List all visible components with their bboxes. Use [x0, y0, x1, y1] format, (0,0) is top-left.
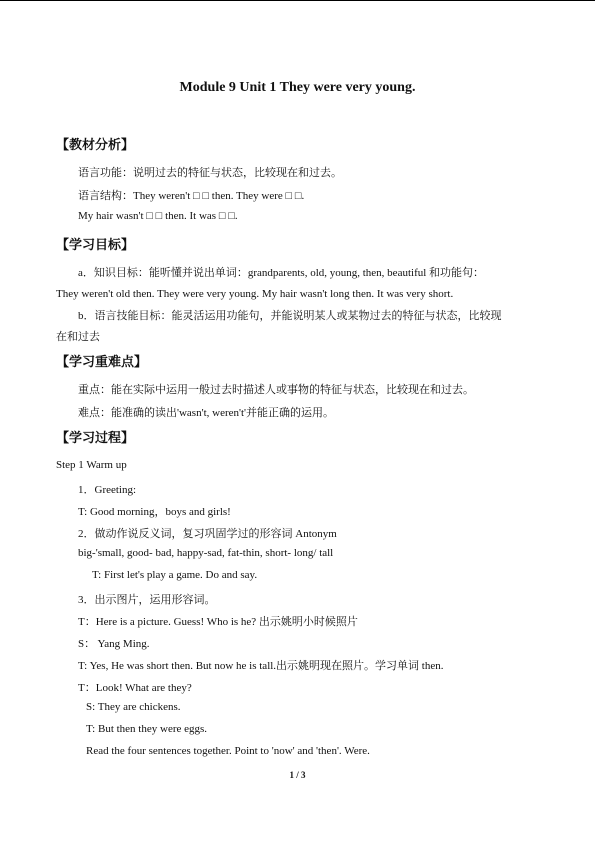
process-line: S： Yang Ming.: [78, 638, 150, 650]
page-number: 1 / 3: [289, 770, 306, 780]
process-line: 2．做动作说反义词，复习巩固学过的形容词 Antonym: [78, 528, 337, 540]
process-line: big-'small, good- bad, happy-sad, fat-thin, short- long/ tall: [78, 547, 334, 559]
section-heading-process: 【学习过程】: [56, 430, 135, 445]
process-line: S: They are chickens.: [86, 701, 181, 713]
header-rule: [0, 0, 595, 1]
analysis-line: My hair wasn't □ □ then. It was □ □.: [78, 210, 238, 222]
process-line: 1．Greeting:: [78, 484, 137, 496]
section-heading-analysis: 【教材分析】: [56, 137, 135, 152]
keypoints-line: 难点：能准确的读出'wasn't, weren't'并能正确的运用。: [78, 407, 335, 419]
section-heading-goals: 【学习目标】: [56, 237, 135, 252]
goals-line: b．语言技能目标：能灵活运用功能句，并能说明某人或某物过去的特征与状态，比较现: [78, 310, 502, 322]
process-line: T：Here is a picture. Guess! Who is he? 出示姚明小时候照片: [78, 616, 358, 628]
process-line: T: But then they were eggs.: [86, 723, 208, 735]
process-line: T：Look! What are they?: [78, 682, 192, 694]
process-line: T: Yes, He was short then. But now he is tall.出示姚明现在照片。学习单词 then.: [78, 660, 444, 672]
goals-line: a．知识目标：能听懂并说出单词：grandparents, old, young, then, beautiful 和功能句：: [78, 267, 485, 279]
goals-line: They weren't old then. They were very young. My hair wasn't long then. It was very short.: [56, 288, 454, 300]
analysis-line: 语言功能：说明过去的特征与状态，比较现在和过去。: [78, 167, 342, 179]
goals-line: 在和过去: [56, 331, 100, 343]
process-line: T: Good morning，boys and girls!: [78, 506, 231, 518]
process-line: 3．出示图片，运用形容词。: [78, 594, 216, 606]
process-line: Read the four sentences together. Point to 'now' and 'then'. Were.: [86, 745, 370, 757]
process-line: T: First let's play a game. Do and say.: [92, 569, 258, 581]
section-heading-keypoints: 【学习重难点】: [56, 354, 148, 369]
process-line: Step 1 Warm up: [56, 459, 127, 471]
analysis-line: 语言结构：They weren't □ □ then. They were □ □.: [78, 190, 305, 202]
keypoints-line: 重点：能在实际中运用一般过去时描述人或事物的特征与状态，比较现在和过去。: [78, 384, 474, 396]
page-title: Module 9 Unit 1 They were very young.: [179, 80, 416, 95]
